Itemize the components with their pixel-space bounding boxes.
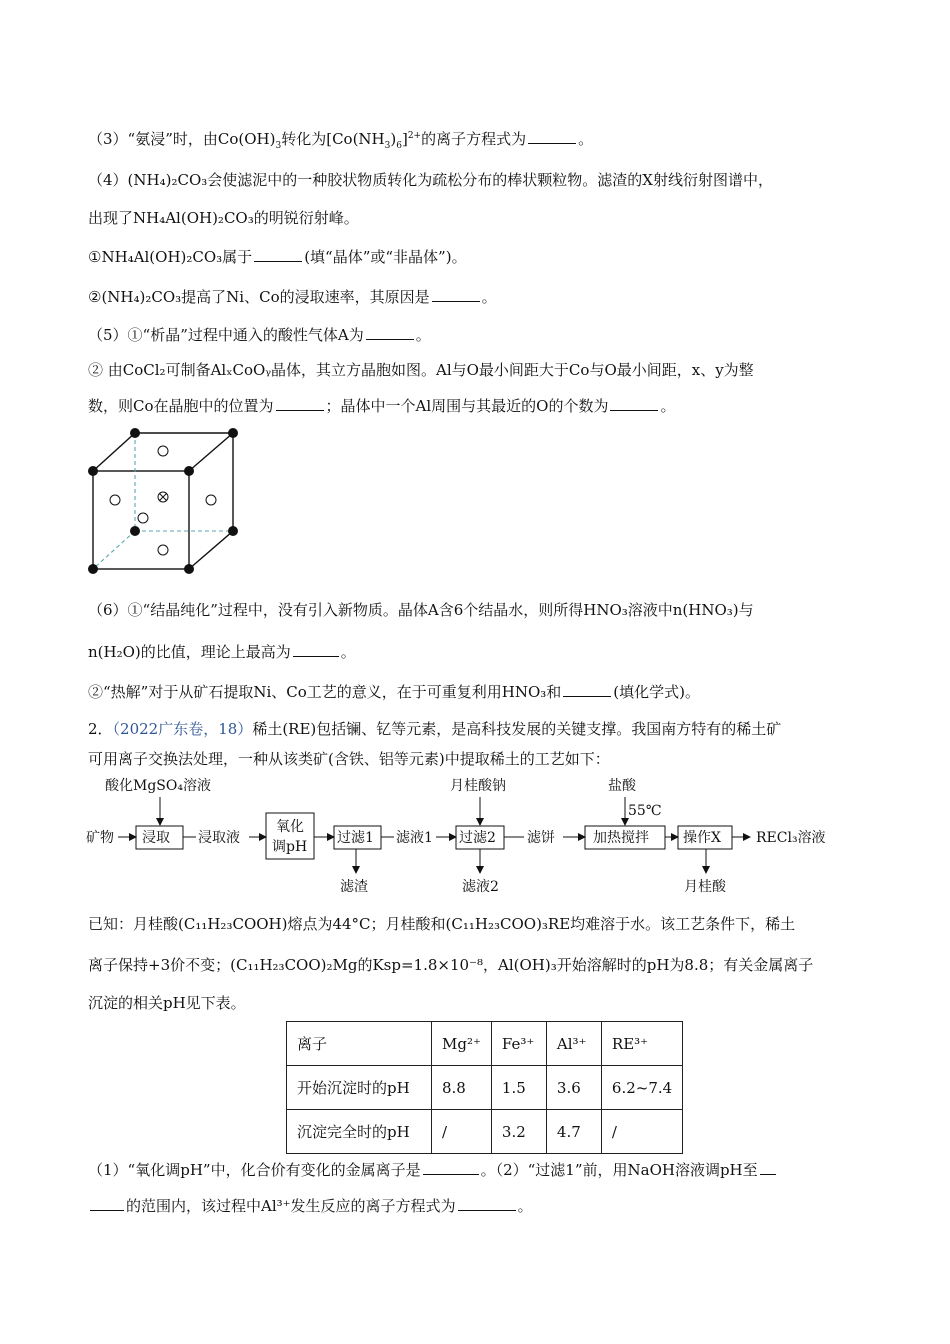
q5-line-3 [88, 396, 675, 416]
corner-atom [88, 564, 98, 574]
q5-l3-text-b: ；晶体中一个Al周围与其最近的O的个数为 [325, 397, 609, 415]
filtrate2-label: 滤液2 [462, 879, 499, 895]
filter1-label: 过滤1 [337, 830, 374, 846]
q6-l2-text-b: 。 [340, 643, 356, 661]
residue-label: 滤渣 [340, 879, 368, 895]
filtrate1-label: 滤液1 [396, 830, 433, 846]
answer-blank[interactable] [276, 396, 324, 411]
table-cell: 6.2~7.4 [601, 1066, 682, 1110]
unit-cell-diagram [80, 420, 250, 585]
q3-sub-a: 3 [275, 141, 282, 151]
table-cell: 3.2 [491, 1110, 546, 1154]
q5-l1-text-b: 。 [415, 326, 431, 344]
answer-blank[interactable] [458, 1196, 516, 1211]
filter2-label: 过滤2 [459, 830, 496, 846]
product-label: RECl₃溶液 [756, 830, 826, 846]
table-cell: Fe³⁺ [491, 1022, 546, 1066]
reagent-hcl: 盐酸 [608, 778, 636, 794]
reagent-mgso4: 酸化MgSO₄溶液 [105, 778, 211, 794]
cake-label: 滤饼 [527, 830, 555, 846]
answer-blank[interactable] [366, 325, 414, 340]
q6-l3-text-b: (填化学式)。 [613, 683, 701, 701]
face-center-atom [138, 513, 148, 523]
temperature-label: 55℃ [628, 803, 662, 819]
process-flowchart [80, 775, 880, 905]
face-center-atom [206, 495, 216, 505]
leach-label: 浸取 [142, 830, 170, 846]
table-cell: / [601, 1110, 682, 1154]
adjust-ph-label: 调pH [272, 839, 308, 855]
qq-l2-text-a: 的范围内，该过程中Al³⁺发生反应的离子方程式为 [126, 1197, 456, 1215]
table-cell: 沉淀完全时的pH [287, 1110, 432, 1154]
q3-text-c: ) [390, 130, 397, 148]
table-cell: / [432, 1110, 492, 1154]
corner-atom [130, 428, 140, 438]
q5-line-1 [88, 325, 431, 345]
problem-source[interactable]: （2022广东卷，18） [112, 720, 253, 738]
ore-label: 矿物 [86, 830, 114, 846]
table-cell: Mg²⁺ [432, 1022, 492, 1066]
face-center-atom [158, 545, 168, 555]
qq-l2-text-b: 。 [517, 1197, 533, 1215]
q6-l3-text-a: ②“热解”对于从矿石提取Ni、Co工艺的意义，在于可重复利用HNO₃和 [88, 683, 562, 701]
reagent-laurate: 月桂酸钠 [450, 778, 506, 794]
q3-text-f: 。 [578, 130, 594, 148]
corner-atom [184, 564, 194, 574]
table-cell: 8.8 [432, 1066, 492, 1110]
answer-blank[interactable] [760, 1160, 776, 1175]
table-row [287, 1110, 683, 1154]
corner-atom [130, 526, 140, 536]
table-cell: 开始沉淀时的pH [287, 1066, 432, 1110]
q3-sub-c: 6 [396, 141, 402, 151]
answer-blank[interactable] [254, 247, 302, 262]
qq-line-1 [88, 1160, 778, 1180]
q3-sub-b: 3 [384, 141, 391, 151]
q4-l3-text-a: ①NH₄Al(OH)₂CO₃属于 [88, 248, 253, 266]
table-cell: 3.6 [546, 1066, 601, 1110]
corner-atom [228, 428, 238, 438]
table-cell: RE³⁺ [601, 1022, 682, 1066]
q6-l2-text-a: n(H₂O)的比值，理论上最高为 [88, 643, 291, 661]
face-center-atom [110, 495, 120, 505]
q4-line-4 [88, 287, 497, 307]
corner-atom [88, 466, 98, 476]
q4-line-2: 出现了NH₄Al(OH)₂CO₃的明锐衍射峰。 [88, 209, 359, 227]
answer-blank[interactable] [563, 682, 611, 697]
q6-line-2 [88, 642, 356, 662]
qq-l1-text-b: 。（2）“过滤1”前，用NaOH溶液调pH至 [480, 1161, 758, 1179]
corner-atom [228, 526, 238, 536]
q3-sup-d: 2+ [407, 131, 422, 141]
answer-blank[interactable] [432, 287, 480, 302]
q5-line-2: ② 由CoCl₂可制备AlₓCoOᵧ晶体，其立方晶胞如图。Al与O最小间距大于Co与O最小间距，x、y为整 [88, 361, 754, 379]
face-center-atom [158, 446, 168, 456]
q6-line-1: （6）①“结晶纯化”过程中，没有引入新物质。晶体A含6个结晶水，则所得HNO₃溶液中n(HNO₃)与 [88, 601, 754, 619]
known-line-1: 已知：月桂酸(C₁₁H₂₃COOH)熔点为44°C；月桂酸和(C₁₁H₂₃COO)₃RE均难溶于水。该工艺条件下，稀土 [88, 915, 796, 933]
table-header-row [287, 1022, 683, 1066]
q3-text-e: 的离子方程式为 [421, 130, 527, 148]
answer-blank[interactable] [423, 1160, 479, 1175]
qq-line-2 [88, 1196, 533, 1216]
q4-line-1: （4）(NH₄)₂CO₃会使滤泥中的一种胶状物质转化为疏松分布的棒状颗粒物。滤渣的X射线衍射图谱中， [88, 171, 773, 189]
p2-line-2: 可用离子交换法处理，一种从该类矿(含铁、铝等元素)中提取稀土的工艺如下： [88, 750, 610, 768]
p2-line-1 [88, 719, 781, 739]
leachate-label: 浸取液 [198, 830, 240, 846]
table-cell: Al³⁺ [546, 1022, 601, 1066]
cube-edge [189, 433, 233, 471]
answer-blank[interactable] [293, 642, 339, 657]
q5-l3-text-c: 。 [660, 397, 676, 415]
table-cell: 1.5 [491, 1066, 546, 1110]
oxidize-label: 氧化 [276, 819, 304, 835]
p2-text-1: 稀土(RE)包括镧、钇等元素，是高科技发展的关键支撑。我国南方特有的稀土矿 [252, 720, 782, 738]
heat-stir-label: 加热搅拌 [593, 830, 649, 846]
answer-blank[interactable] [610, 396, 658, 411]
q3-text-b: 转化为[Co(NH [281, 130, 385, 148]
q3-text-a: （3）“氨浸”时，由Co(OH) [88, 130, 276, 148]
corner-atom [184, 466, 194, 476]
table-cell: 4.7 [546, 1110, 601, 1154]
qq-l1-text-a: （1）“氧化调pH”中，化合价有变化的金属离子是 [88, 1161, 421, 1179]
table-row [287, 1066, 683, 1110]
table-cell: 离子 [287, 1022, 432, 1066]
q4-line-3 [88, 247, 467, 267]
ion-ph-table [286, 1021, 683, 1154]
byproduct-label: 月桂酸 [684, 879, 726, 895]
known-line-3: 沉淀的相关pH见下表。 [88, 994, 246, 1012]
q6-line-3 [88, 682, 700, 702]
cube-hidden-edge [93, 531, 135, 569]
q4-l4-text-b: 。 [481, 288, 497, 306]
q4-l3-text-b: (填“晶体”或“非晶体”)。 [304, 248, 467, 266]
q3-line [88, 126, 593, 156]
q5-l1-text-a: （5）①“析晶”过程中通入的酸性气体A为 [88, 326, 364, 344]
answer-blank[interactable] [90, 1196, 124, 1211]
operation-x-label: 操作X [683, 830, 721, 846]
answer-blank[interactable] [528, 129, 576, 144]
q4-l4-text-a: ②(NH₄)₂CO₃提高了Ni、Co的浸取速率，其原因是 [88, 288, 430, 306]
q3-text-d: ] [401, 130, 408, 148]
problem-number: 2． [88, 720, 113, 738]
q5-l3-text-a: 数，则Co在晶胞中的位置为 [88, 397, 274, 415]
known-line-2: 离子保持+3价不变；(C₁₁H₂₃COO)₂Mg的Ksp=1.8×10⁻⁸，Al(OH)₃开始溶解时的pH为8.8；有关金属离子 [88, 956, 814, 974]
